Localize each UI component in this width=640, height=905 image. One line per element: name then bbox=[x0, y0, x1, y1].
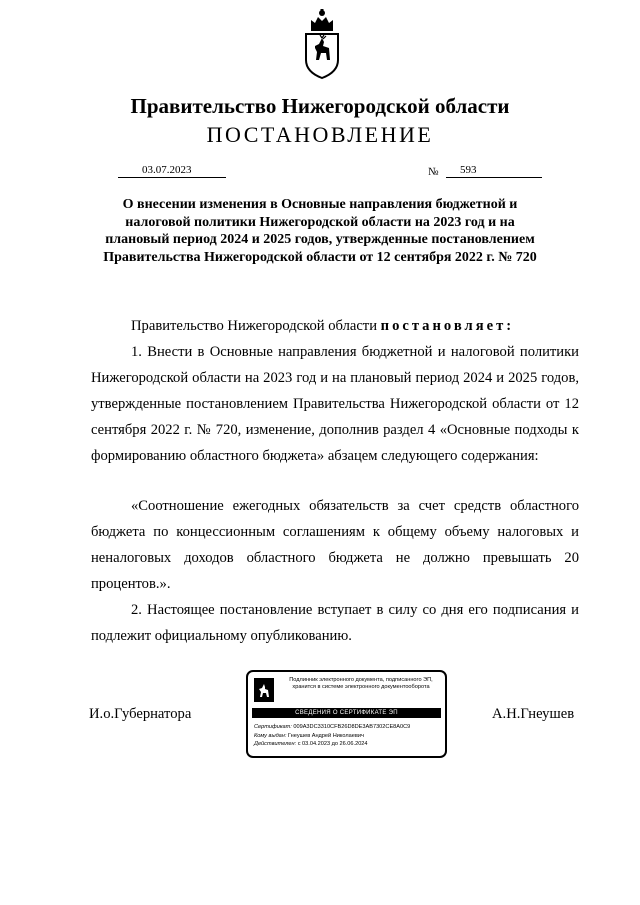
paragraph-2 bbox=[91, 493, 579, 597]
stamp-issued-row bbox=[254, 732, 442, 741]
electronic-signature-stamp bbox=[246, 670, 447, 758]
issued-to-value: Гнеушев Андрей Николаевич bbox=[287, 732, 364, 739]
paragraph-1-text: 1. Внести в Основные направления бюджетной и налоговой политики Нижегородской области на 2023 год и на плановый период 2024 и 2025 годов, утвержденные постановлением Правительства Нижегородской области от 12 сентября 2022 г. № 720, изменение, дополнив раздел 4 «Основные подходы к формированию областного бюджета» абзацем следующего содержания: bbox=[91, 344, 579, 464]
paragraph-1 bbox=[91, 339, 579, 469]
paragraph-3 bbox=[91, 597, 579, 649]
document-subject: О внесении изменения в Основные направления бюджетной и налоговой политики Нижегородской области на 2023 год и на плановый период 2024 и 2025 годов, утвержденные постановлением Правительства Нижегородской области от 12 сентября 2022 г. № 720 bbox=[103, 197, 537, 265]
coat-of-arms-icon bbox=[303, 8, 341, 80]
document-type: ПОСТАНОВЛЕНИЕ bbox=[206, 122, 434, 147]
document-date: 03.07.2023 bbox=[118, 164, 226, 178]
government-title: Правительство Нижегородской области bbox=[130, 94, 510, 118]
valid-label: Действителен: bbox=[254, 741, 297, 747]
signatory-position: И.о.Губернатора bbox=[89, 706, 192, 722]
paragraph-2-text: «Соотношение ежегодных обязательств за счет средств областного бюджета по концессионным соглашениям к общему объему налоговых и неналоговых доходов областного бюджета не должно превышать 20 процентов.». bbox=[91, 498, 579, 592]
issued-to-label: Кому выдан: bbox=[254, 732, 287, 739]
document-number: 593 bbox=[446, 164, 542, 178]
lead-text: Правительство Нижегородской области bbox=[131, 318, 377, 334]
lead-verb: постановляет: bbox=[380, 318, 515, 334]
stamp-emblem-icon bbox=[254, 678, 274, 702]
certificate-value: 009A3DC3310CFB26D8DE3AB7302CE8A0C9 bbox=[293, 724, 411, 730]
stamp-certificate-row bbox=[254, 723, 442, 732]
stamp-details bbox=[254, 723, 442, 749]
certificate-label: Сертификат: bbox=[254, 724, 292, 730]
number-label: № bbox=[428, 166, 439, 178]
paragraph-3-text: 2. Настоящее постановление вступает в силу со дня его подписания и подлежит официальному опубликованию. bbox=[91, 602, 579, 644]
stamp-title: СВЕДЕНИЯ О СЕРТИФИКАТЕ ЭП bbox=[252, 708, 441, 718]
lead-paragraph bbox=[91, 313, 579, 339]
stamp-valid-row bbox=[254, 740, 442, 749]
stamp-notice: Подлинник электронного документа, подписанного ЭП, хранится в системе электронного документооборота bbox=[289, 677, 433, 690]
valid-value: с 03.04.2023 до 26.06.2024 bbox=[297, 741, 368, 747]
signatory-name: А.Н.Гнеушев bbox=[492, 706, 575, 722]
